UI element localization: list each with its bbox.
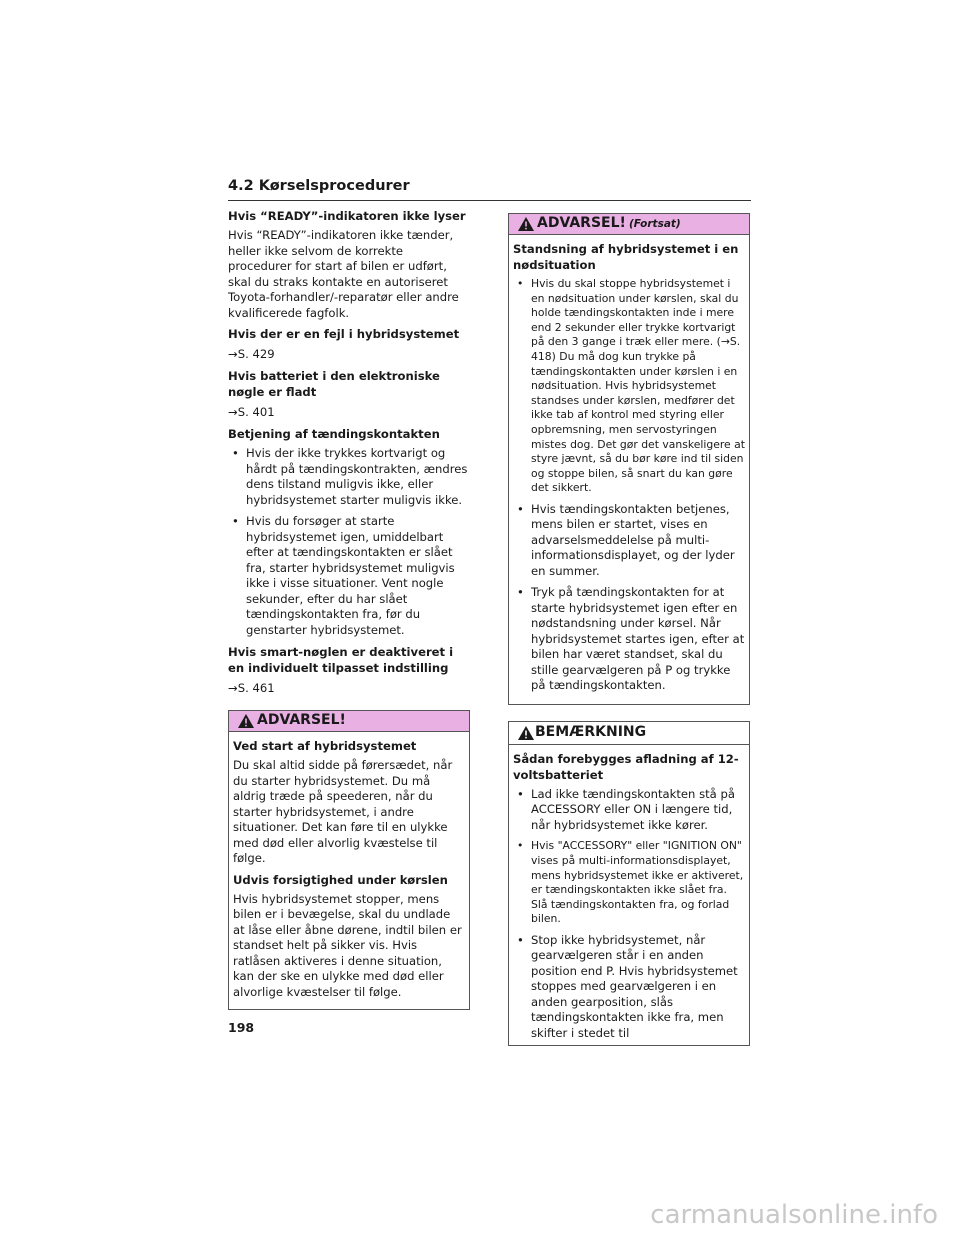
warning-heading: Ved start af hybridsystemet	[233, 739, 417, 753]
note-box	[508, 721, 750, 1047]
warning-triangle-icon	[517, 216, 535, 236]
warning-box-continued	[508, 213, 750, 705]
page-reference-link[interactable]: →S. 401	[228, 405, 275, 419]
list-item: • Lad ikke tændingskontakten stå på ACCESSORY eller ON i længere tid, når hybridsystemet ikke kører.	[513, 787, 745, 834]
right-column	[508, 213, 750, 1046]
heading-hybrid-fault: Hvis der er en fejl i hybridsystemet	[228, 327, 460, 341]
list-item: • Hvis tændingskontakten betjenes, mens bilen er startet, vises en advarselsmeddelelse på multi-informationsdisplayet, og der lyder en summer.	[513, 502, 745, 580]
caution-triangle-icon	[517, 725, 535, 745]
note-body	[509, 745, 749, 1046]
bullet-list	[513, 787, 745, 1042]
section-title: 4.2 Kørselsprocedurer	[228, 178, 410, 194]
heading-smart-key-disabled: Hvis smart-nøglen er deaktiveret i en individuelt tilpasset indstilling	[228, 645, 454, 675]
warning-title: ADVARSEL!	[257, 712, 346, 728]
section-header	[228, 178, 751, 201]
bullet-list	[513, 277, 745, 694]
note-title: BEMÆRKNING	[535, 723, 647, 740]
bullet-list	[228, 446, 470, 638]
list-item: • Stop ikke hybridsystemet, når gearvælgeren står i en anden position end P. Hvis hybridsystemet stoppes med gearvælgeren i en anden gearposition, slås tændingskontakten ikke fra, men skifter i stedet til	[513, 933, 745, 1042]
warning-body	[509, 235, 749, 704]
heading-ignition-operation: Betjening af tændingskontakten	[228, 427, 440, 441]
list-item: • Hvis du skal stoppe hybridsystemet i en nødsituation under kørslen, skal du holde tændingskontakten inde i mere end 2 sekunder eller trykke kortvarigt på den 3 gange i træk eller mere. (→S. 418) Du må dog kun trykke på tændingskontakten under kørslen i en nødsituation. Hvis hybridsystemet standses under kørslen, medfører det ikke tab af kontrol med styring eller opbremsning, men servostyringen mistes dog. Det gør det vanskeligere at styre jævnt, så du bør køre ind til siden og stoppe bilen, så snart du kan gøre det sikkert.	[513, 277, 745, 496]
warning-paragraph: Hvis hybridsystemet stopper, mens bilen er i bevægelse, skal du undlade at låse eller åbne dørene, indtil bilen er standset helt på sikker vis. Hvis ratlåsen aktiveres i denne situation, kan der ske en ulykke med død eller alvorlige kvæstelser til følge.	[233, 891, 462, 999]
page-number: 198	[228, 1020, 255, 1035]
page-reference-link[interactable]: →S. 429	[228, 347, 275, 361]
note-heading: Sådan forebygges afladning af 12-voltsbatteriet	[513, 751, 739, 782]
warning-body	[229, 732, 469, 1009]
heading-ready-indicator: Hvis “READY”-indikatoren ikke lyser	[228, 209, 466, 223]
warning-triangle-icon	[237, 713, 255, 733]
watermark: carmanualsonline.info	[650, 1200, 938, 1230]
list-item: • Hvis du forsøger at starte hybridsystemet igen, umiddelbart efter at tændingskontakten er slået fra, starter hybridsystemet muligvis ikke i visse situationer. Vent nogle sekunder, efter du har slået tændingskontakten fra, før du genstarter hybridsystemet.	[228, 514, 470, 638]
heading-key-battery: Hvis batteriet i den elektroniske nøgle er fladt	[228, 369, 440, 399]
page-reference-link[interactable]: →S. 461	[228, 681, 275, 695]
paragraph-ready-indicator: Hvis “READY”-indikatoren ikke tænder, heller ikke selvom de korrekte procedurer for start af bilen er udført, skal du straks kontakte en autoriseret Toyota-forhandler/-reparatør eller andre kvalificerede fagfolk.	[228, 228, 459, 320]
warning-continued-label: (Fortsat)	[629, 218, 681, 230]
warning-title-bar	[509, 214, 749, 235]
left-column	[228, 208, 470, 1010]
warning-paragraph: Du skal altid sidde på førersædet, når du starter hybridsystemet. Du må aldrig træde på speederen, når du starter hybridsystemet, i andre situationer. Det kan føre til en ulykke med død eller alvorlig kvæstelse til følge.	[233, 758, 453, 865]
warning-box	[228, 710, 470, 1010]
warning-heading: Udvis forsigtighed under kørslen	[233, 872, 448, 887]
note-title-bar	[509, 722, 749, 745]
list-item: • Hvis der ikke trykkes kortvarigt og hårdt på tændingskontrakten, ændres dens tilstand muligvis ikke, eller hybridsystemet starter muligvis ikke.	[228, 446, 470, 508]
list-item: • Hvis "ACCESSORY" eller "IGNITION ON" vises på multi-informationsdisplayet, mens hybridsystemet ikke er aktiveret, er tændingskontakten ikke slået fra. Slå tændingskontakten fra, og forlad bilen.	[513, 839, 745, 927]
warning-title: ADVARSEL!	[537, 215, 626, 231]
warning-heading: Standsning af hybridsystemet i en nødsituation	[513, 242, 739, 272]
list-item: • Tryk på tændingskontakten for at starte hybridsystemet igen efter en nødstandsning under kørsel. Når hybridsystemet startes igen, efter at bilen har været standset, skal du stille gearvælgeren på P og trykke på tændingskontakten.	[513, 585, 745, 694]
warning-title-bar	[229, 711, 469, 732]
